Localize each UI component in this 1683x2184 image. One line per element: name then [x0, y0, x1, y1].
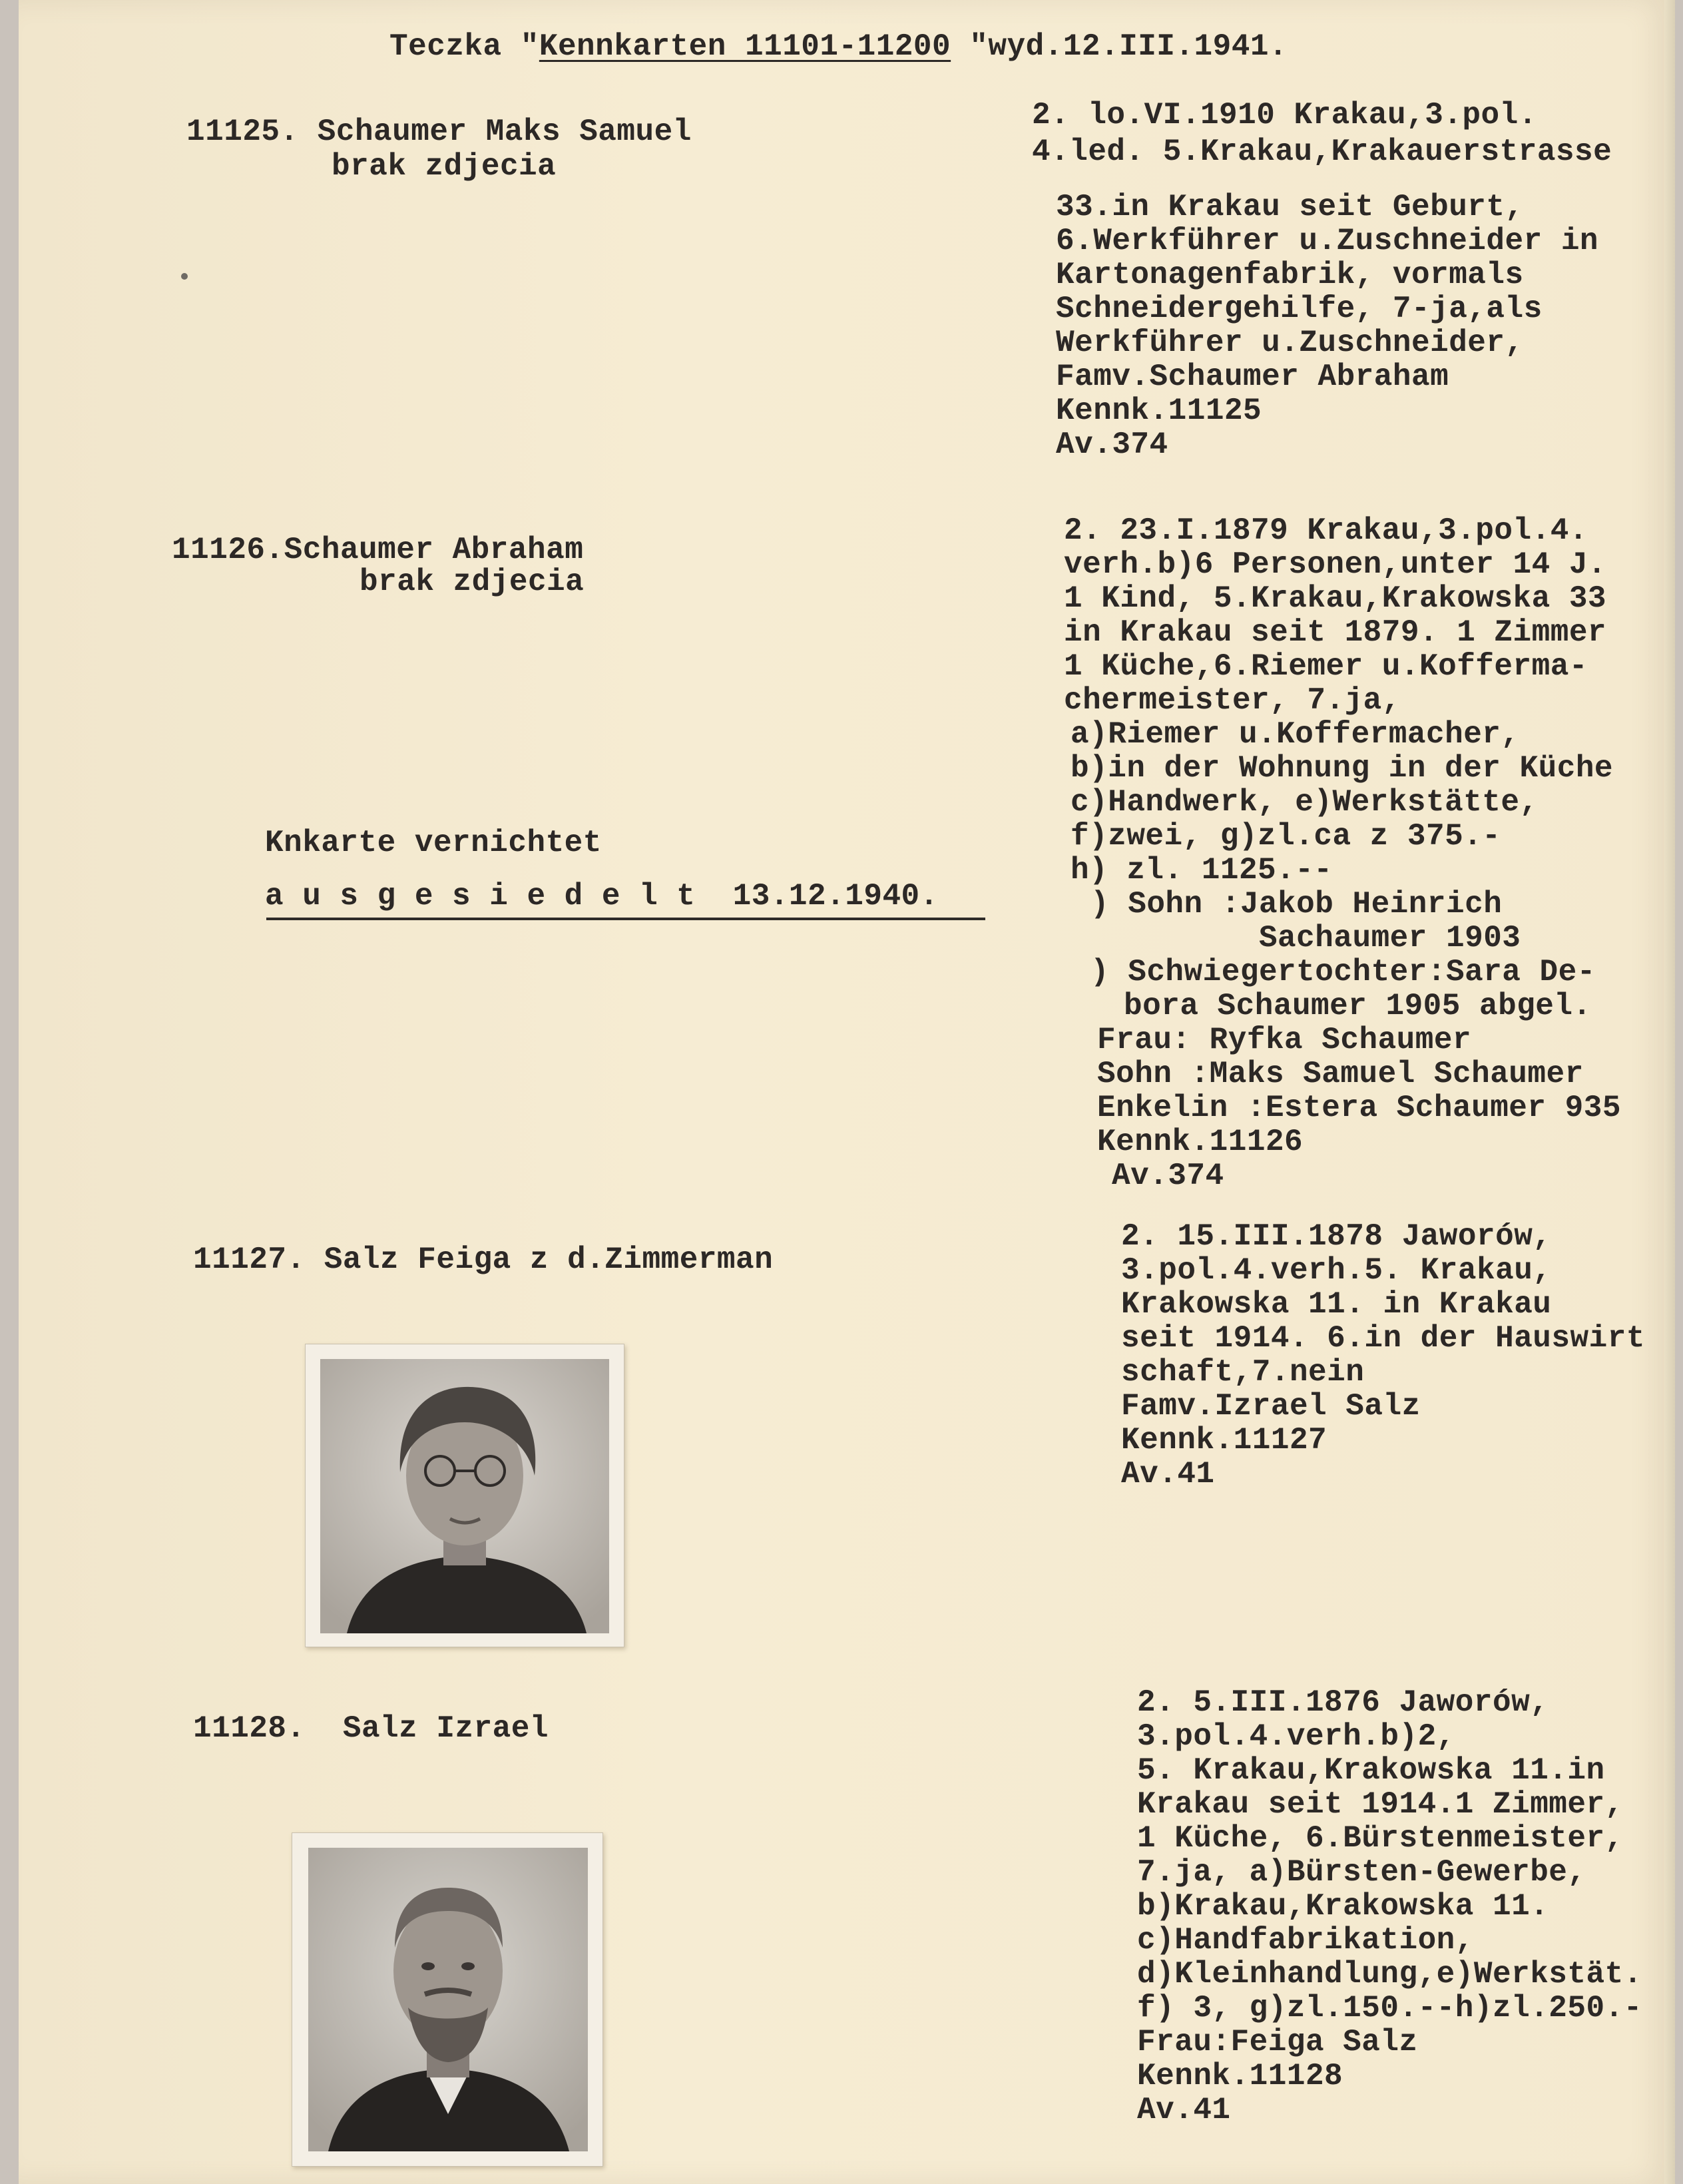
- detail-line: verh.b)6 Personen,unter 14 J.: [1064, 547, 1607, 582]
- detail-line: Av.374: [1056, 427, 1168, 462]
- detail-line: 1 Küche, 6.Bürstenmeister,: [1137, 1821, 1624, 1856]
- detail-line: chermeister, 7.ja,: [1064, 683, 1401, 718]
- detail-line: Famv.Izrael Salz: [1121, 1389, 1421, 1424]
- detail-line: f) 3, g)zl.150.--h)zl.250.-: [1137, 1991, 1642, 2026]
- detail-line: 1 Küche,6.Riemer u.Kofferma-: [1064, 649, 1588, 684]
- detail-line: seit 1914. 6.in der Hauswirt: [1121, 1321, 1645, 1356]
- detail-line: 2. 5.III.1876 Jaworów,: [1137, 1685, 1549, 1720]
- detail-line: Frau: Ryfka Schaumer: [1097, 1023, 1472, 1057]
- header-title: Kennkarten 11101-11200: [539, 29, 951, 64]
- detail-line: Kartonagenfabrik, vormals: [1056, 258, 1524, 292]
- entry-11128-name: 11128. Salz Izrael: [193, 1711, 549, 1746]
- detail-line: Frau:Feiga Salz: [1137, 2025, 1418, 2059]
- detail-line: Werkführer u.Zuschneider,: [1056, 326, 1524, 360]
- detail-line: Schneidergehilfe, 7-ja,als: [1056, 292, 1543, 326]
- entry-11125-details-cont: [1056, 190, 1598, 462]
- detail-line: Av.374: [1112, 1159, 1224, 1193]
- detail-line: 33.in Krakau seit Geburt,: [1056, 190, 1524, 224]
- detail-line: 2. 23.I.1879 Krakau,3.pol.4.: [1064, 513, 1588, 548]
- portrait-photo-man-icon: [308, 1848, 588, 2151]
- detail-line: f)zwei, g)zl.ca z 375.-: [1071, 819, 1501, 854]
- detail-line: Sohn :Maks Samuel Schaumer: [1097, 1057, 1584, 1091]
- detail-line: in Krakau seit 1879. 1 Zimmer: [1064, 615, 1607, 650]
- entry-11128-details: [1137, 1686, 1642, 2127]
- detail-line: schaft,7.nein: [1121, 1355, 1365, 1390]
- entry-11126-details: [1064, 514, 1621, 1193]
- detail-line: Sachaumer 1903: [1090, 921, 1521, 956]
- detail-line: b)Krakau,Krakowska 11.: [1137, 1889, 1549, 1924]
- ink-speck: [181, 273, 188, 280]
- entry-11125-note: brak zdjecia: [332, 149, 557, 184]
- entry-11126-note: brak zdjecia: [360, 565, 585, 599]
- stamp-underline: [266, 918, 985, 920]
- header-prefix: Teczka ": [389, 29, 539, 64]
- detail-line: 4.led. 5.Krakau,Krakauerstrasse: [1032, 135, 1612, 169]
- entry-11127-details: [1121, 1220, 1645, 1492]
- detail-line: d)Kleinhandlung,e)Werkstät.: [1137, 1957, 1642, 1992]
- entry-11126-stamp-line1: Knkarte vernichtet: [265, 826, 602, 860]
- detail-line: c)Handwerk, e)Werkstätte,: [1071, 785, 1539, 820]
- entry-11126-stamp-line2: a u s g e s i e d e l t 13.12.1940.: [265, 879, 939, 914]
- detail-line: Kennk.11128: [1137, 2059, 1343, 2093]
- detail-line: a)Riemer u.Koffermacher,: [1071, 717, 1520, 752]
- detail-line: Krakowska 11. in Krakau: [1121, 1287, 1552, 1322]
- header-suffix: "wyd.12.III.1941.: [951, 29, 1288, 64]
- detail-line: Krakau seit 1914.1 Zimmer,: [1137, 1787, 1624, 1822]
- detail-line: Av.41: [1121, 1457, 1215, 1492]
- entry-11126-name: 11126.Schaumer Abraham: [172, 533, 584, 567]
- page-header: [389, 29, 1288, 64]
- detail-line: 7.ja, a)Bürsten-Gewerbe,: [1137, 1855, 1586, 1890]
- detail-line: ) Schwiegertochter:Sara De-: [1090, 955, 1596, 989]
- detail-line: c)Handfabrikation,: [1137, 1923, 1474, 1958]
- detail-line: Kennk.11127: [1121, 1423, 1327, 1458]
- entry-11125-details: [1032, 99, 1612, 169]
- detail-line: 2. lo.VI.1910 Krakau,3.pol.: [1032, 98, 1537, 133]
- detail-line: Kennk.11125: [1056, 394, 1262, 428]
- entry-11128-photo: [292, 1832, 603, 2167]
- detail-line: Av.41: [1137, 2093, 1231, 2127]
- detail-line: Enkelin :Estera Schaumer 935: [1097, 1091, 1621, 1125]
- detail-line: ) Sohn :Jakob Heinrich: [1090, 887, 1503, 922]
- detail-line: h) zl. 1125.--: [1071, 853, 1333, 888]
- detail-line: 2. 15.III.1878 Jaworów,: [1121, 1219, 1552, 1254]
- entry-11127-name: 11127. Salz Feiga z d.Zimmerman: [193, 1242, 774, 1277]
- detail-line: 5. Krakau,Krakowska 11.in: [1137, 1753, 1605, 1788]
- entry-11125-name: 11125. Schaumer Maks Samuel: [186, 115, 692, 149]
- detail-line: 1 Kind, 5.Krakau,Krakowska 33: [1064, 581, 1607, 616]
- portrait-photo-woman-icon: [320, 1359, 609, 1633]
- paper-edge: [1664, 0, 1675, 2184]
- entry-11127-photo: [305, 1344, 624, 1647]
- detail-line: 3.pol.4.verh.b)2,: [1137, 1719, 1455, 1754]
- detail-line: b)in der Wohnung in der Küche: [1071, 751, 1614, 786]
- detail-line: Kennk.11126: [1097, 1125, 1304, 1159]
- detail-line: bora Schaumer 1905 abgel.: [1124, 989, 1592, 1023]
- document-page: [19, 0, 1675, 2184]
- detail-line: 3.pol.4.verh.5. Krakau,: [1121, 1253, 1552, 1288]
- detail-line: Famv.Schaumer Abraham: [1056, 360, 1449, 394]
- detail-line: 6.Werkführer u.Zuschneider in: [1056, 224, 1599, 258]
